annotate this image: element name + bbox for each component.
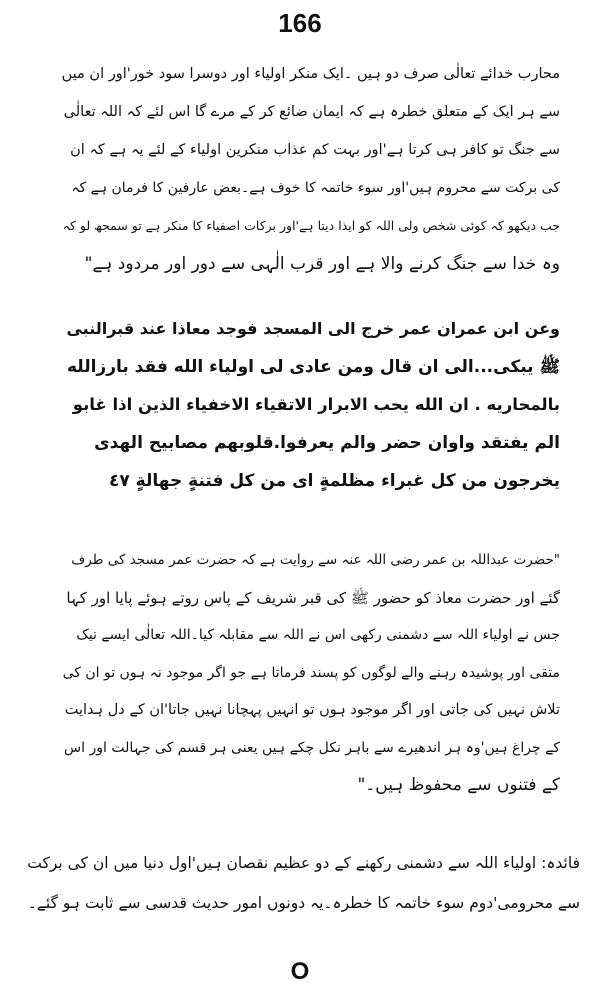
text-line: گئے اور حضرت معاذ کو حضور ﷺ کی قبر شریف کے پاس روتے ہوئے پایا اور کہا (66, 588, 560, 607)
text-line: کی برکت سے محروم ہیں'اور سوء خاتمہ کا خوف ہے۔بعض عارفین کا فرمان ہے کہ (71, 180, 560, 196)
page-number: 166 (278, 8, 322, 38)
text-line: جس نے اولیاء اللہ سے دشمنی رکھی اس نے اللہ سے مقابلہ کیا۔اللہ تعالٰی ایسے نیک (76, 627, 560, 643)
urdu-paragraph-1 (60, 55, 560, 283)
text-line: کے چراغ ہیں'وہ ہر اندھیرے سے باہر نکل چکے ہیں یعنی ہر قسم کی جہالت اور اس (64, 739, 560, 756)
text-line: بالمحاريه . ان الله يحب الابرار الاتقياء الاخفياء الذين اذا غابو (72, 395, 560, 414)
text-line: سے جنگ تو کافر ہی کرتا ہے'اور بہت کم عذاب منکرین اولیاء کے لئے یہ ہے کہ ان (70, 142, 560, 158)
arabic-hadith-quote (60, 310, 560, 500)
text-line: ﷺ يبكى...الى ان قال ومن عادى لى اولياء الله فقد بارزالله (66, 357, 560, 377)
urdu-translation-paragraph (60, 542, 560, 805)
text-line: کے فتنوں سے محفوظ ہیں۔" (357, 775, 560, 795)
text-line: فائدہ: اولیاء اللہ سے دشمنی رکھنے کے دو عظیم نقصان ہیں'اول دنیا میں ان کی برکت (27, 854, 580, 872)
text-line: سے محرومی'دوم سوء خاتمہ کا خطرہ۔یہ دونوں امور حدیث قدسی سے ثابت ہو گئے۔ (27, 894, 580, 912)
text-line: جب دیکھو کہ کوئی شخص ولی اللہ کو ایذا دیتا ہے'اور برکات اصفیاء کا منکر ہے تو سمجھ لو کہ (62, 218, 560, 233)
text-line: محارب خدائے تعالٰی صرف دو ہیں ۔ایک منکر اولیاء اور دوسرا سود خور'اور ان میں (61, 66, 560, 82)
text-line: يخرجون من كل غبراء مظلمةٍ اى من كل فتنةٍ جهالةٍ ٤٧ (108, 471, 560, 491)
benefit-note (20, 843, 580, 923)
text-line: الم يفتقد واوان حضر والم يعرفوا.قلوبهم مصابيح الهدى (94, 433, 560, 453)
text-line: وعن ابن عمران عمر خرج الى المسجد فوجد معاذا عند قبرالنبى (66, 319, 560, 338)
text-line: "حضرت عبداللہ بن عمر رضی اللہ عنہ سے روایت ہے کہ حضرت عمر مسجد کی طرف (71, 552, 560, 568)
text-line: سے ہر ایک کے متعلق خطرہ ہے کہ ایمان ضائع کر کے مرے گا اس لئے کہ اللہ تعالٰی (63, 104, 560, 120)
text-line: متقی اور پوشیدہ رہنے والے لوگوں کو پسند فرماتا ہے جو اگر موجود نہ ہوں تو ان کی (62, 664, 560, 681)
section-end-mark: O (290, 958, 310, 985)
text-line: تلاش نہیں کی جاتی اور اگر موجود ہوں تو انہیں پہچانا نہیں جاتا'ان کے دل ہدایت (64, 702, 560, 718)
text-line: وہ خدا سے جنگ کرنے والا ہے اور قرب الٰہی سے دور اور مردود ہے" (84, 254, 560, 274)
